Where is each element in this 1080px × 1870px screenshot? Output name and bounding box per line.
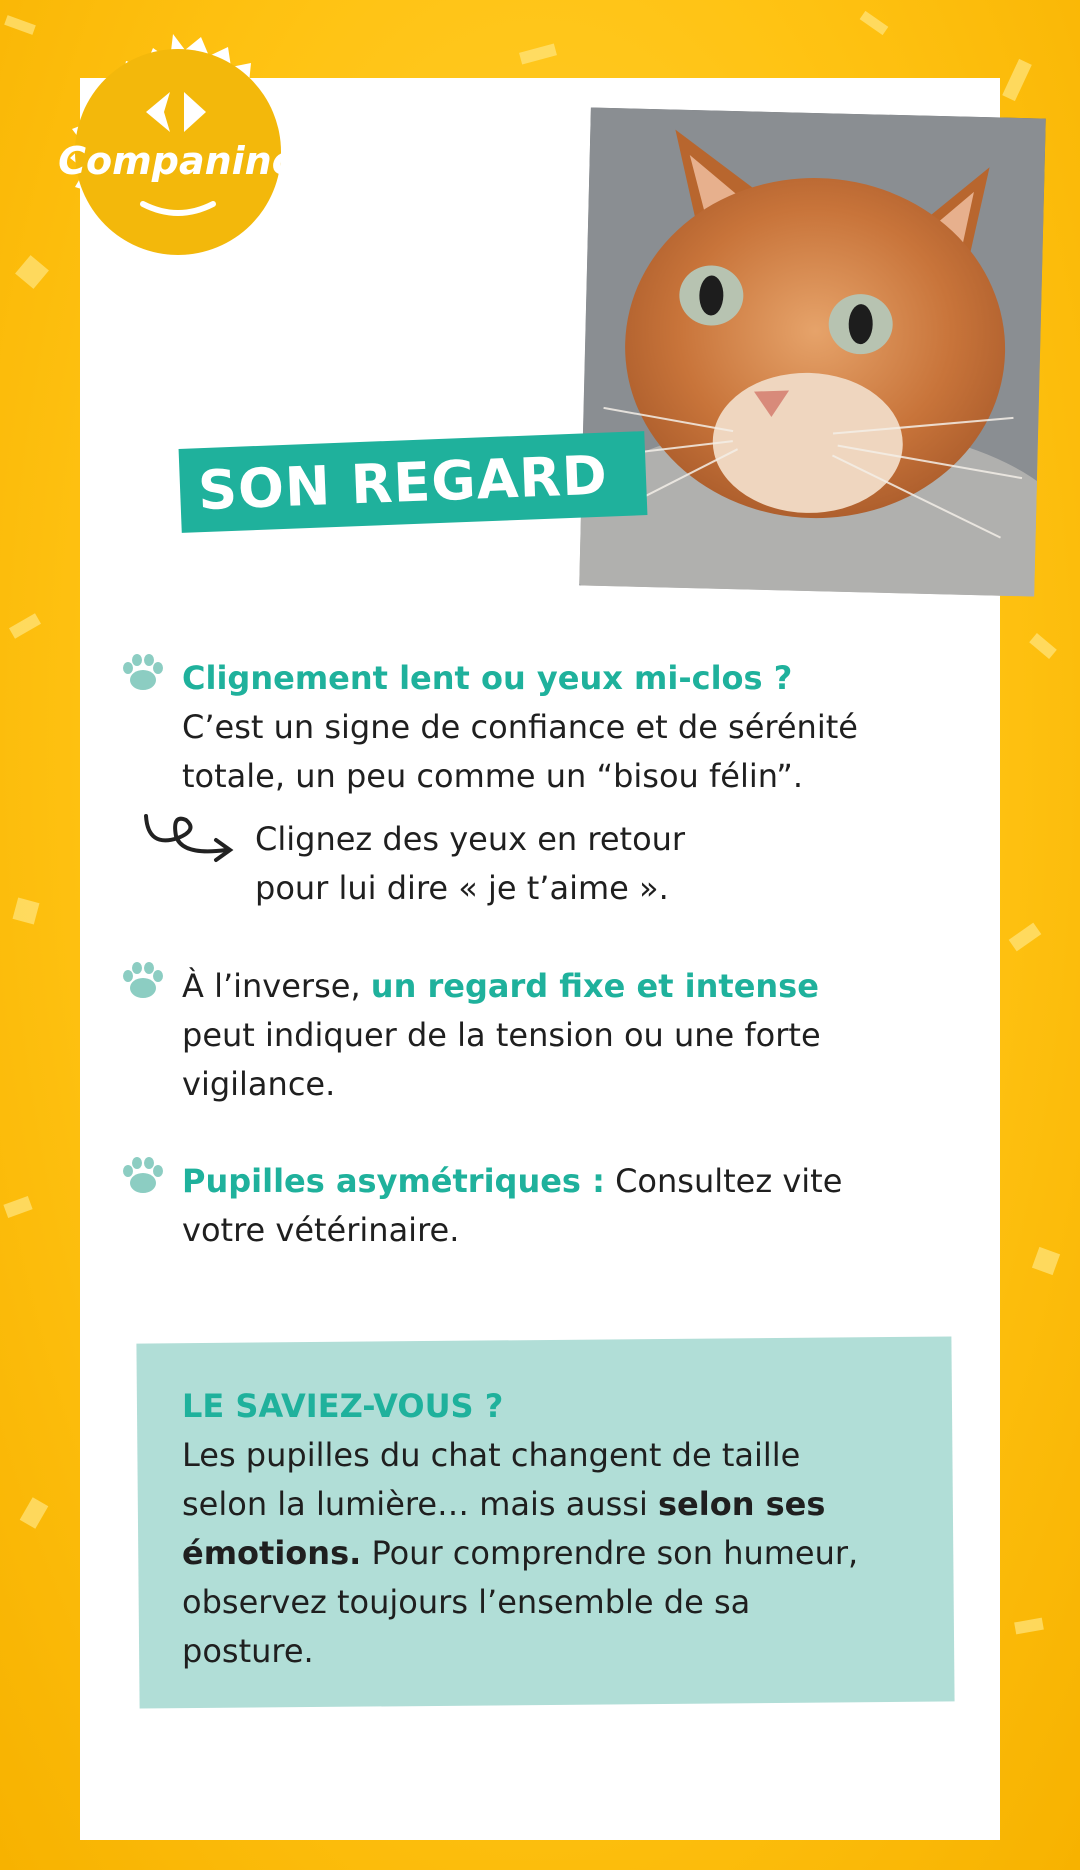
paw-icon: [120, 1155, 166, 1195]
tip-1-line-1: C’est un signe de confiance et de sérénité: [182, 708, 858, 746]
tip-2-lead: À l’inverse,: [182, 967, 371, 1005]
confetti: [860, 11, 889, 35]
badge-logo-text: Companino: [58, 139, 298, 183]
confetti: [1002, 59, 1032, 101]
did-you-know-line-3b: Pour comprendre son humeur,: [361, 1534, 859, 1572]
did-you-know-line-2: [182, 1480, 825, 1529]
cat-illustration: [579, 108, 1046, 597]
did-you-know-line-2b: selon ses: [658, 1485, 826, 1523]
curly-arrow-icon: [138, 808, 246, 870]
confetti: [1032, 1247, 1060, 1275]
paw-icon: [120, 652, 166, 692]
tip-2-line-1: peut indiquer de la tension ou une forte: [182, 1016, 821, 1054]
paw-icon: [120, 960, 166, 1000]
confetti: [1014, 1618, 1044, 1635]
tip-1-advice-line-2: pour lui dire « je t’aime ».: [255, 869, 669, 907]
tip-1-line-2: totale, un peu comme un “bisou félin”.: [182, 757, 803, 795]
tip-2-line-2: vigilance.: [182, 1065, 336, 1103]
page-title: SON REGARD: [196, 443, 609, 522]
confetti: [20, 1497, 49, 1529]
tip-2-highlight: un regard fixe et intense: [370, 967, 819, 1005]
did-you-know-line-3: [182, 1529, 858, 1578]
tip-3-line-1: votre vétérinaire.: [182, 1211, 460, 1249]
tip-3-highlight: Pupilles asymétriques :: [182, 1162, 605, 1200]
confetti: [1009, 923, 1042, 952]
did-you-know-line-5: posture.: [182, 1632, 314, 1670]
title-banner: [179, 431, 648, 533]
tip-3-heading: [182, 1157, 842, 1206]
did-you-know-heading-text: LE SAVIEZ-VOUS ?: [182, 1387, 504, 1425]
confetti: [1029, 633, 1057, 659]
tip-2-heading: [182, 962, 819, 1011]
confetti: [9, 613, 41, 638]
confetti: [4, 15, 36, 35]
companino-badge: [38, 32, 308, 302]
tip-1-heading: [182, 654, 792, 703]
did-you-know-line-2a: selon la lumière… mais aussi: [182, 1485, 658, 1523]
confetti: [519, 44, 557, 65]
did-you-know-line-4: observez toujours l’ensemble de sa: [182, 1583, 751, 1621]
tip-1-advice-line-1: Clignez des yeux en retour: [255, 820, 686, 858]
confetti: [3, 1196, 32, 1218]
cat-photo: [579, 108, 1046, 597]
did-you-know-line-3a: émotions.: [182, 1534, 362, 1572]
did-you-know-line-1: Les pupilles du chat changent de taille: [182, 1436, 801, 1474]
tip-1-highlight: Clignement lent ou yeux mi-clos ?: [182, 659, 793, 697]
confetti: [13, 898, 40, 925]
did-you-know-heading: [182, 1382, 503, 1431]
tip-3-rest: Consultez vite: [604, 1162, 843, 1200]
